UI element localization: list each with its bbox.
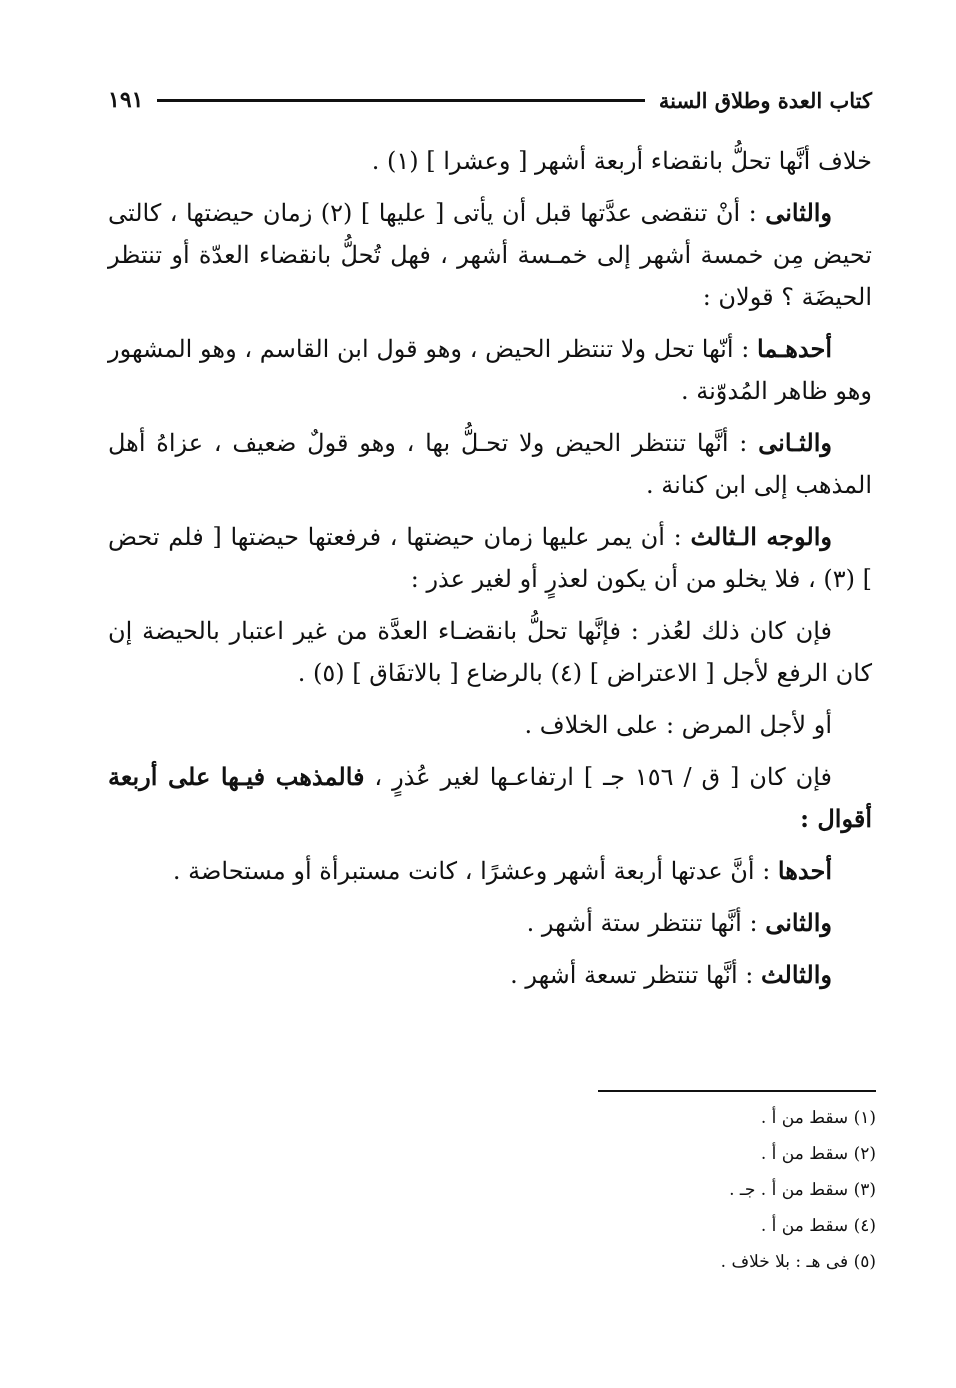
paragraph-lead: والثالث bbox=[760, 960, 832, 989]
page-number: ١٩١ bbox=[108, 87, 144, 113]
paragraph-text: : أنَّها تنتظر تسعة أشهر . bbox=[510, 961, 761, 989]
paragraph-text: : أنَّ عدتها أربعة أشهر وعشرًا ، كانت مستبرأة أو مستحاضة . bbox=[172, 857, 778, 885]
paragraph-text: فإن كان ذلك لعُذر : فإنَّها تحلُّ بانقضـاء العدَّة من غير اعتبار بالحيضة إن كان الرفع لأجل [ الاعتراض ] (٤) بالرضاع [ بالاتفَاق ] (٥) . bbox=[108, 617, 872, 687]
paragraph-text: : أن يمر عليها زمان حيضتها ، فرفعتها حيضتها [ فلم تحض ] (٣) ، فلا يخلو من أن يكون لعذرٍ أو لغير عذر : bbox=[108, 523, 872, 593]
footnotes bbox=[560, 1100, 876, 1280]
header-rule bbox=[157, 99, 644, 102]
paragraph-lead: أحدها bbox=[777, 856, 832, 885]
footnote: (١) سقط من أ . bbox=[760, 1108, 876, 1128]
paragraph bbox=[108, 192, 872, 318]
paragraph bbox=[108, 756, 872, 840]
footnote: (٥) فى هـ : بلا خلاف . bbox=[720, 1252, 876, 1272]
paragraph-text: أو لأجل المرض : على الخلاف . bbox=[524, 711, 832, 739]
paragraph bbox=[108, 516, 872, 600]
paragraph-lead: والثـانى bbox=[758, 428, 832, 457]
paragraph bbox=[108, 140, 872, 182]
paragraph-text: : أنَّها تنتظر ستة أشهر . bbox=[526, 909, 766, 937]
running-title: كتاب العدة وطلاق السنة bbox=[658, 87, 872, 113]
footnote: (٢) سقط من أ . bbox=[760, 1144, 876, 1164]
paragraph bbox=[108, 902, 872, 944]
paragraph-tail: فالمذهب فيـها على أربعة أقوال : bbox=[108, 762, 872, 833]
paragraph-lead: أحدهـما bbox=[757, 334, 832, 363]
footnote-rule bbox=[598, 1090, 876, 1092]
paragraph bbox=[108, 850, 872, 892]
paragraph-text: خلاف أنَّها تحلُّ بانقضاء أربعة أشهر [ وعشرا ] (١) . bbox=[371, 147, 872, 175]
paragraph-lead: والوجه الـثالث bbox=[690, 522, 832, 551]
paragraph-lead: والثانى bbox=[765, 198, 833, 227]
paragraph bbox=[108, 610, 872, 694]
page-header bbox=[108, 78, 872, 122]
paragraph-text: فإن كان [ ق / ١٥٦ جـ ] ارتفاعـها لغير عُذرٍ ، bbox=[364, 763, 832, 791]
paragraph bbox=[108, 328, 872, 412]
paragraph-text: : أنّها تحل ولا تنتظر الحيض ، وهو قول ابن القاسم ، وهو المشهور وهو ظاهر المُدوّنة . bbox=[108, 335, 872, 405]
paragraph bbox=[108, 704, 872, 746]
paragraph-text: : أنَّها تنتظر الحيض ولا تحـلُّ بها ، وهو قولٌ ضعيف ، عزاهُ أهل المذهب إلى ابن كنانة . bbox=[108, 429, 872, 499]
paragraph bbox=[108, 422, 872, 506]
paragraph bbox=[108, 954, 872, 996]
footnote: (٤) سقط من أ . bbox=[760, 1216, 876, 1236]
paragraph-text: : أنْ تنقضى عدَّتها قبل أن يأتى [ عليها ] (٢) زمان حيضتها ، كالتى تحيض مِن خمسة أشهر إلى خمـسة أشهر ، فهل تُحلُّ بانقضاء العدّة أو تنتظر الحيضَة ؟ قولان : bbox=[108, 199, 872, 311]
paragraph-lead: والثانى bbox=[765, 908, 832, 937]
footnote: (٣) سقط من أ . جـ . bbox=[729, 1180, 876, 1200]
body-text bbox=[108, 140, 872, 1006]
